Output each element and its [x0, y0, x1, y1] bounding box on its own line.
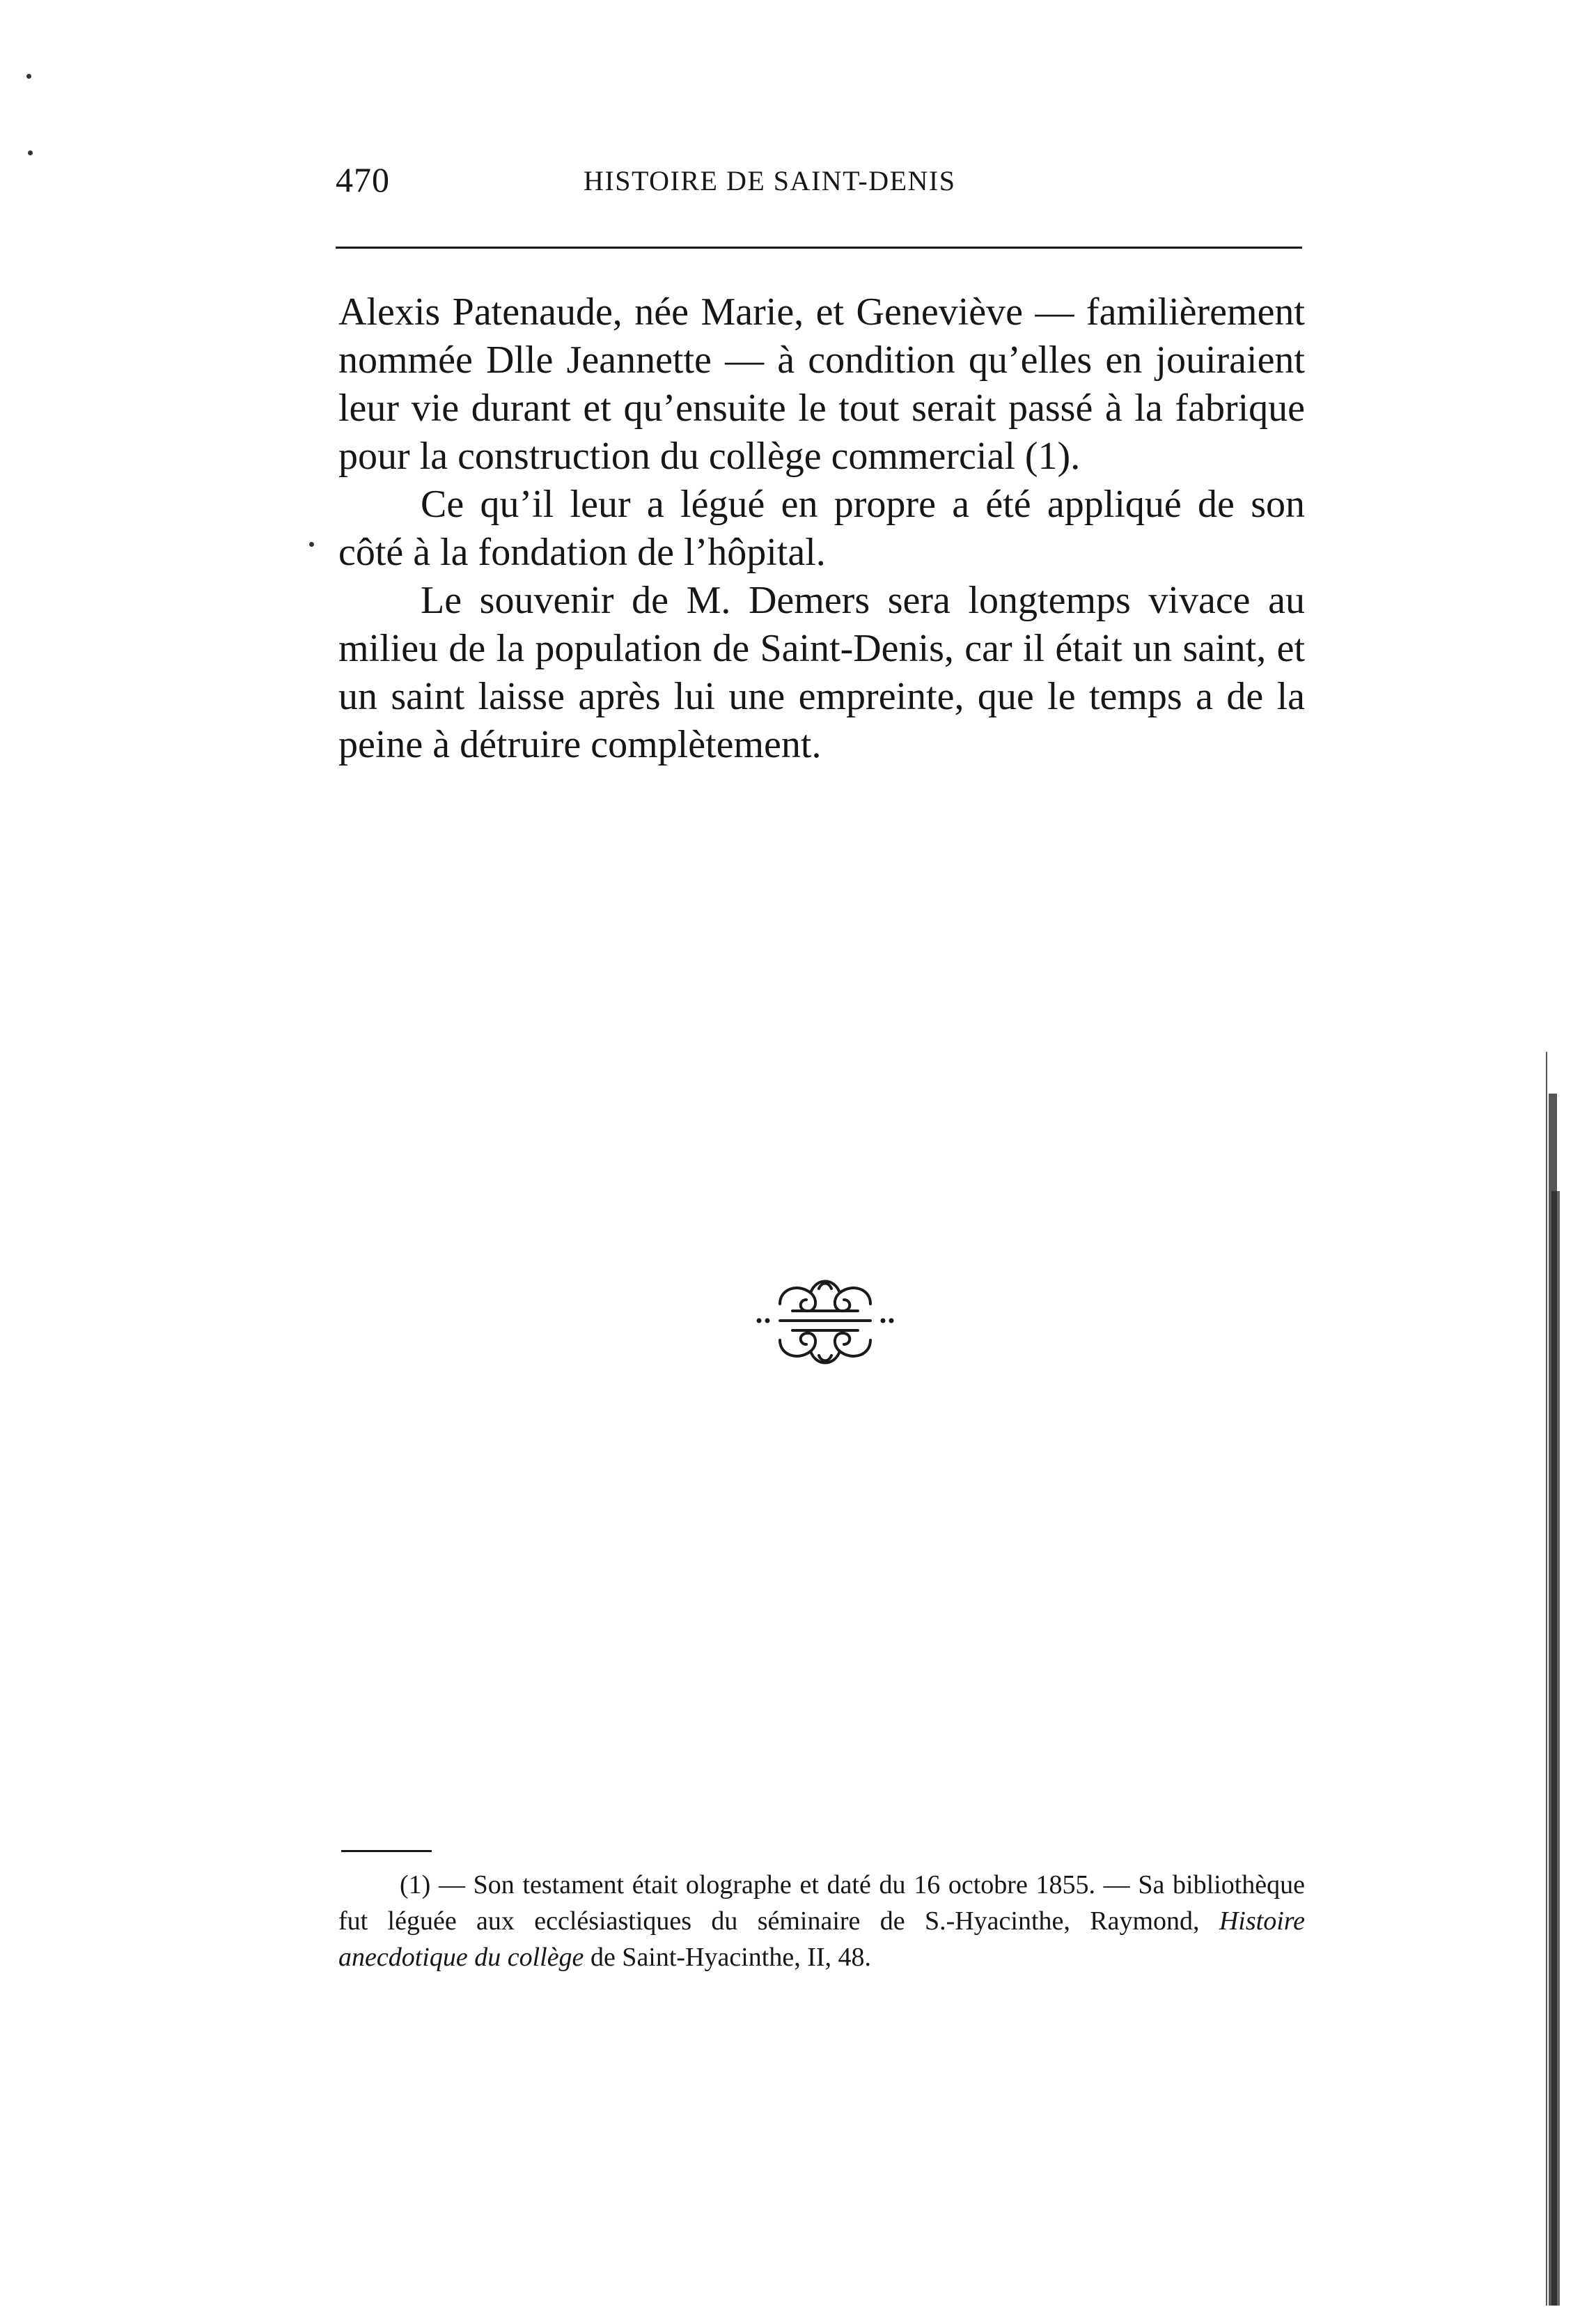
footnote-book-title: Histoire anecdotique du collège — [338, 1906, 1305, 1972]
footnote-text — [338, 1867, 1305, 1975]
page-number: 470 — [336, 160, 390, 199]
paragraph-1-text: Alexis Patenaude, née Marie, et Geneviève — familièrement nommée Dlle Jeannette — à condition qu’elles en jouiraient leur vie durant et qu’ensuite le tout serait passé à la fabrique pour la construction du collège commercial — [338, 290, 1305, 478]
running-head: HISTOIRE DE SAINT-DENIS — [584, 165, 956, 196]
footnote-reference: (1). — [1024, 435, 1081, 478]
footnote — [338, 1867, 1305, 1975]
margin-speck-top — [26, 74, 31, 79]
paragraph-2: Ce qu’il leur a légué en propre a été appliqué de son côté à la fondation de l’hôpital. — [338, 483, 1305, 574]
scanned-page-edge — [1542, 1052, 1561, 2306]
header-rule — [336, 247, 1302, 249]
body-text — [338, 288, 1305, 769]
footnote-text-b: de Saint-Hyacinthe, II, 48. — [584, 1943, 872, 1972]
paragraph-3: Le souvenir de M. Demers sera longtemps vivace au milieu de la population de Saint-Denis, car il était un saint, et un saint laisse après lui une empreinte, que le temps a de la peine à détruire complètement. — [338, 579, 1305, 766]
margin-speck-text — [309, 542, 314, 547]
margin-speck-upper — [28, 150, 33, 155]
scroll-fleuron-icon — [752, 1268, 898, 1372]
footnote-rule — [341, 1850, 432, 1852]
footnote-text-a: (1) — Son testament était olographe et daté du 16 octobre 1855. — Sa bibliothèque fut léguée aux ecclésiastiques du séminaire de S.-Hyacinthe, Raymond, — [338, 1870, 1305, 1936]
paragraph-1 — [338, 288, 1305, 481]
